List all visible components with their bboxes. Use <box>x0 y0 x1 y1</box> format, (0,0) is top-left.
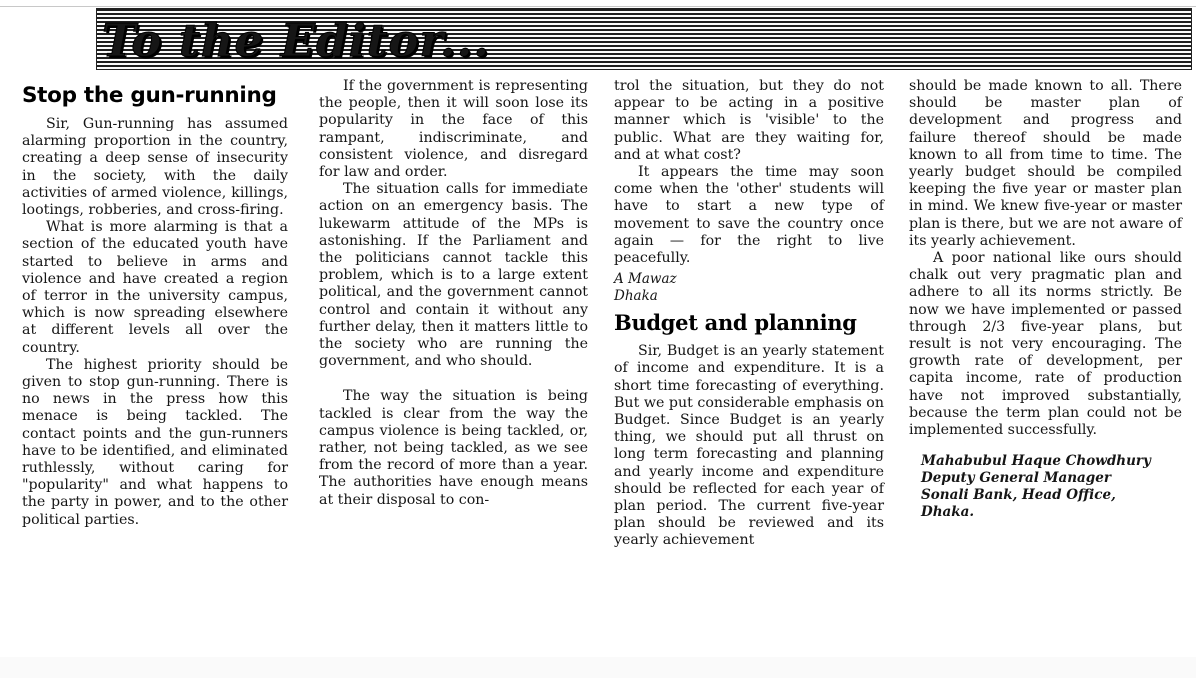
letter-1-headline: Stop the gun-running <box>22 83 277 108</box>
column-4 <box>909 78 1182 521</box>
letter-1-paragraph: If the government is representing the people, then it will soon lose its popularity in the face of this rampant, indiscriminate, and consistent violence, and disregard for law and order. <box>319 78 588 181</box>
letter-1-paragraph: The situation calls for immediate action on an emergency basis. The lukewarm attitude of the MPs is astonishing. If the Parliament and the politicians cannot tackle this problem, which is to a large extent political, and the government cannot control and contain it without any further delay, then it matters little to the society who are running the government, and who should. <box>319 181 588 370</box>
letter-2-headline: Budget and planning <box>614 310 857 336</box>
letter-2-paragraph: Sir, Budget is an yearly statement of income and expenditure. It is a short time forecasting of everything. But we put considerable emphasis on Budget. Since Budget is an yearly thing, we should put all thrust on long term forecasting and planning and yearly income and expenditure should be reflected for each year of plan period. The current five-year plan should be reviewed and its yearly achievement <box>614 343 884 549</box>
column-2 <box>319 78 588 509</box>
letter-2-signature-org: Sonali Bank, Head Office, <box>921 487 1116 504</box>
letter-2-signature-title: Deputy General Manager <box>921 470 1111 487</box>
signature-gap <box>909 439 1182 453</box>
page-bottom-margin <box>0 657 1196 678</box>
letter-2-signature-name: Mahabubul Haque Chowdhury <box>921 453 1151 470</box>
letter-1-signature-name: A Mawaz <box>614 271 677 288</box>
letter-2-signature-place: Dhaka. <box>921 504 975 521</box>
letter-1-paragraph: Sir, Gun-running has assumed alarming proportion in the country, creating a deep sense of insecurity in the society, with the daily activities of armed violence, killings, lootings, robberies, and cross-firing. <box>22 116 288 219</box>
letter-1-paragraph: trol the situation, but they do not appear to be acting in a positive manner which is 'visible' to the public. What are they waiting for, and at what cost? <box>614 78 884 163</box>
letter-2-paragraph: should be made known to all. There should be master plan of development and progress and failure thereof should be made known to all from time to time. The yearly budget should be compiled keeping the five year or master plan in mind. We knew five-year or master plan is there, but we are not aware of its yearly achievement. <box>909 78 1182 249</box>
top-clipped-strip <box>0 0 1196 7</box>
letter-1-paragraph: The highest priority should be given to stop gun-running. There is no news in the press how this menace is being tackled. The contact points and the gun-runners have to be identified, and eliminated ruthlessly, without caring for "popularity" and what happens to the party in power, and to the other political parties. <box>22 356 288 528</box>
column-1 <box>22 78 288 529</box>
letter-1-paragraph: It appears the time may soon come when the 'other' students will have to start a new type of movement to save the country once again — for the right to live peacefully. <box>614 164 884 267</box>
letter-1-paragraph: The way the situation is being tackled is clear from the way the campus violence is being tackled, or, rather, not being tackled, as we see from the record of more than a year. The authorities have enough means at their disposal to con- <box>319 388 588 508</box>
letter-2-paragraph: A poor national like ours should chalk out very pragmatic plan and adhere to all its norms strictly. Be now we have implemented or passed through 2/3 five-year plans, but result is not very encouraging. The growth rate of development, per capita income, rate of production have not improved substantially, because the term plan could not be implemented successfully. <box>909 250 1182 439</box>
paragraph-gap <box>319 370 588 388</box>
column-3 <box>614 78 884 550</box>
letter-1-paragraph: What is more alarming is that a section of the educated youth have started to believe in arms and violence and have created a region of terror in the university campus, which is now spreading elsewhere at different levels all over the country. <box>22 219 288 356</box>
letter-1-signature-place: Dhaka <box>614 288 658 305</box>
section-title: To the Editor... <box>102 14 491 67</box>
